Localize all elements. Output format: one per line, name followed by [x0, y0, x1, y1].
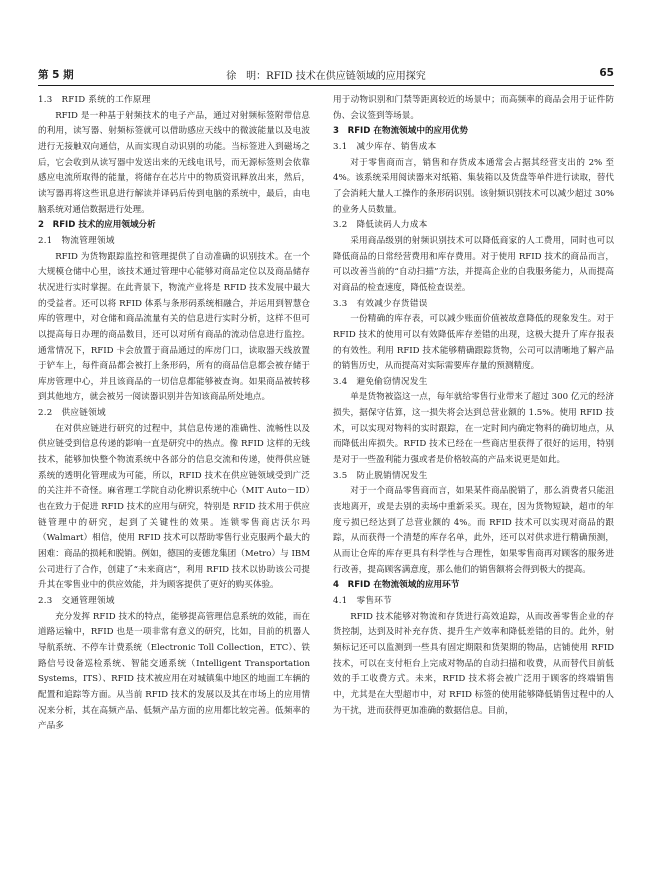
section-heading-2-2: 2.2 供应链领域: [38, 408, 106, 419]
paragraph: 充分发挥 RFID 技术的特点，能够提高管理信息系统的效能，而在道路运输中，RFID 也是一项非常有意义的研究，比如，目前的机器人导航系统、不停车计费系统（Electronic Toll Collection，ETC）、铁路信号设备巡检系统、智能交通系统（Intelligent Transportation Systems，ITS）、RFID 技术被应用在对城镇集中地区的地面工车辆的配置和追踪等方面。从当前 RFID 技术的发展以及其在市场上的应用情况来分析，其在高频产品、低频产品方面的应用都比较完善。低频率的产品多: [38, 611, 310, 732]
issue-label: 第 5 期: [38, 69, 74, 81]
section-heading-1-3: 1.3 RFID 系统的工作原理: [38, 95, 151, 105]
paragraph: RFID 为货物跟踪监控和管理提供了自动准确的识别技术。在一个大规模仓储中心里，该技术通过管理中心能够对商品定位以及商品储存状况进行实时掌握。在此背景下，物流产业将是 RFID 技术发展中最大的受益者。还可以将 RFID 体系与条形码系统相融合，并运用到智慧仓库的管理中，对仓储和商品流量有关的信息进行实时分析，这样不但可以提高每日办理的商品数目，还可以对所有商品的流动信息进行监控。通常情况下，RFID 卡会放置于商品通过的库房门口，读取器天线放置于铲车上，每件商品都会被打上条形码，所有的商品信息都会被存储于库房管理中心，并且该商品的一切信息都能够被查询。如果商品被转移到其他地方，就会被另一阅读器识别并告知该商品所处地点。: [38, 251, 310, 403]
section-heading-3-4: 3.4 避免偷窃情况发生: [333, 376, 428, 387]
paragraph: RFID 是一种基于射频技术的电子产品，通过对射频标签附带信息的利用，读写器、射频标签就可以借助感应天线中的微波能量以及电波进行无接触双向通信，从而实现自动识别的功能。当标签进入到磁场之后，它会收到从读写器中发送出来的无线电讯号，而无源标签则会依靠感应电流所取得的能量，将储存在芯片中的物质资讯释放出来，然后，读写器再将这些讯息进行解读并译码后传到电脑的系统中，最后，由电脑系统对通信数据进行处理。: [38, 110, 310, 215]
section-heading-4-1: 4.1 零售环节: [333, 596, 393, 606]
paragraph: RFID 技术能够对物流和存货进行高效追踪，从而改善零售企业的存货控制，达到及时补充存货、提升生产效率和降低差错的目的。此外，射频标记还可以监测到一些具有固定期限和货架期的物品，店铺使用 RFID 技术，可以在支付柜台上完成对物品的自动扫描和收费，从而替代目前低效的手工收费方式。未来，RFID 技术将会被广泛用于顾客的终端销售中，尤其是在大型超市中，对 RFID 标签的使用能够降低销售过程中的人为干扰，进而获得更加准确的数据信息。目前，: [333, 611, 614, 716]
paragraph: 对于零售商而言，销售和存货成本通常会占据其经营支出的 2% 至 4%。该系统采用阅读器来对纸箱、集装箱以及货盘等单件进行读取，替代了会消耗大量人工操作的条形码识别。该射频识别技术可以减少超过 30% 的业务人员数量。: [333, 157, 614, 215]
section-heading-3: 3 RFID 在物流领域中的应用优势: [333, 126, 468, 137]
section-heading-3-5: 3.5 防止脱销情况发生: [333, 470, 428, 481]
paragraph-continued: 用于动物识别和门禁等距离较近的场景中；而高频率的商品会用于证件防伪、会议签到等场景。: [333, 95, 614, 121]
paragraph: 一份精确的库存表，可以减少账面价值被故意降低的现象发生。对于 RFID 技术的使用可以有效降低库存差错的出现，这极大提升了库存报表的有效性。利用 RFID 技术能够精确跟踪货物，公司可以清晰地了解产品的销售历史，从而提高对实际需要库存量的预测精度。: [333, 314, 614, 372]
running-title: 徐 明：RFID 技术在供应链领域的应用探究: [226, 71, 426, 82]
section-heading-2-3: 2.3 交通管理领域: [38, 596, 115, 606]
section-heading-3-2: 3.2 降低读码人力成本: [333, 220, 428, 231]
section-heading-4: 4 RFID 在物流领域的应用环节: [333, 580, 460, 591]
paragraph: 在对供应链进行研究的过程中，其信息传递的准确性、流畅性以及供应链受到信息传递的影响一直是研究中的热点。像 RFID 这样的无线技术，能够加快整个物流系统中各部分的信息交流和传递，使得供应链系统的透明化管理成为可能，所以，RFID 技术在供应链领域受到广泛的关注并不奇怪。麻省理工学院自动化辨识系统中心（MIT Auto－ID）也在致力于促进 RFID 技术的应用与研究，特别是 RFID 技术用于供应链管理中的研究，起到了关键性的效果。连锁零售商店沃尔玛（Walmart）相信，使用 RFID 技术可以帮助零售行业克服两个最大的困难：商品的损耗和脱销。例如，德国的麦德龙集团（Metro）与 IBM 公司进行了合作，创建了“未来商店”，利用 RFID 技术以协助该公司提升其在零售业中的供应效能，并为顾客提供了更好的购买体验。: [38, 423, 310, 591]
left-column: [38, 93, 310, 735]
section-heading-3-1: 3.1 减少库存、销售成本: [333, 141, 437, 152]
running-header: [38, 67, 614, 83]
paragraph: 采用商品级别的射频识别技术可以降低商家的人工费用，同时也可以降低商品的日常经营费用和库存费用。对于使用 RFID 技术的商品而言，可以改善当前的“自动扫描”方法，并提高企业的自我服务能力，从而提高对商品的检查速度，降低检查误差。: [333, 235, 614, 293]
paragraph: 对于一个商品零售商而言，如果某件商品脱销了，那么消费者只能沮丧地离开，或是去别的卖场中重新采买。现在，因为货物短缺，超市的年度亏损已经达到了总营业额的 4%。而 RFID 技术可以实现对商品的跟踪，从而获得一个清楚的库存名单，此外，还可以对供求进行精确预测，从而让仓库的库存更具有科学性与合理性，如果零售商再对顾客的服务进行改善，提高顾客满意度，那么他们的销售额将会得到极大的提高。: [333, 486, 614, 575]
page-number: 65: [599, 67, 614, 79]
right-column: [333, 93, 614, 719]
header-rule: [38, 85, 614, 86]
section-heading-2: 2 RFID 技术的应用领域分析: [38, 220, 156, 231]
section-heading-3-3: 3.3 有效减少存货错误: [333, 298, 428, 309]
paragraph: 单是货物被盗这一点，每年就给零售行业带来了超过 300 亿元的经济损失，据保守估算，这一损失将会达到总营业额的 1.5%。使用 RFID 技术，可以实现对物料的实时跟踪，在一定时间内确定物料的确切地点，从而降低出库损失。RFID 技术已经在一些商店里获得了很好的运用，特别是对于一些盈利能力强或者是价格较高的产品来说更是如此。: [333, 392, 614, 466]
section-heading-2-1: 2.1 物流管理领域: [38, 235, 115, 246]
